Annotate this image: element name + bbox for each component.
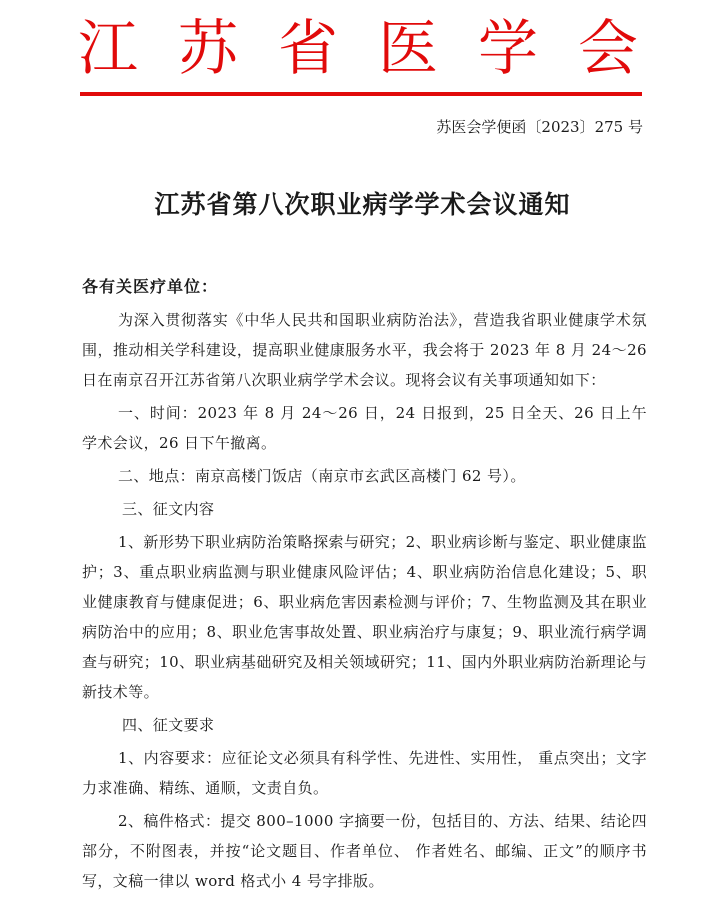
salutation: 各有关医疗单位：: [82, 277, 219, 296]
letterhead-char: 医: [378, 14, 438, 84]
document-title: 江苏省第八次职业病学学术会议通知: [154, 190, 571, 219]
section-heading: 三、征文内容: [122, 500, 215, 518]
intro-paragraph: 为深入贯彻落实《中华人民共和国职业病防治法》，营造我省职业健康学术氛围，推动相关学科建设，提高职业健康服务水平，我会将于 2023 年 8 月 24～26 日在南京召开江苏省第八次职业病学学术会议。现将会议有关事项通知如下：: [82, 311, 647, 389]
letterhead: [78, 14, 638, 84]
format-requirement-paragraph: 2、稿件格式：提交 800–1000 字摘要一份，包括目的、方法、结果、结论四部分，不附图表，并按“论文题目、作者单位、 作者姓名、邮编、正文”的顺序书写，文稿一律以 word 格式小 4 号字排版。: [82, 812, 647, 890]
document-number: 苏医会学便函〔2023〕275 号: [436, 118, 643, 136]
document-body: [82, 305, 647, 899]
location-paragraph: 二、地点：南京高楼门饭店（南京市玄武区高楼门 62 号）。: [118, 467, 526, 485]
content-requirement-paragraph: 1、内容要求：应征论文必须具有科学性、先进性、实用性， 重点突出；文字力求准确、精练、通顺，文责自负。: [82, 749, 647, 797]
letterhead-char: 省: [278, 14, 338, 84]
section-heading: 四、征文要求: [122, 716, 215, 734]
letterhead-char: 苏: [178, 14, 238, 84]
letterhead-char: 会: [578, 14, 638, 84]
letterhead-divider: [80, 92, 642, 96]
topics-paragraph: 1、新形势下职业病防治策略探索与研究；2、职业病诊断与鉴定、职业健康监护；3、重点职业病监测与职业健康风险评估；4、职业病防治信息化建设；5、职业健康教育与健康促进；6、职业病危害因素检测与评价；7、生物监测及其在职业病防治中的应用；8、职业危害事故处置、职业病治疗与康复；9、职业流行病学调查与研究；10、职业病基础研究及相关领域研究；11、国内外职业病防治新理论与新技术等。: [82, 533, 647, 701]
time-paragraph: 一、时间：2023 年 8 月 24～26 日，24 日报到，25 日全天、26 日上午学术会议，26 日下午撤离。: [82, 404, 647, 452]
letterhead-char: 学: [478, 14, 538, 84]
letterhead-char: 江: [78, 14, 138, 84]
